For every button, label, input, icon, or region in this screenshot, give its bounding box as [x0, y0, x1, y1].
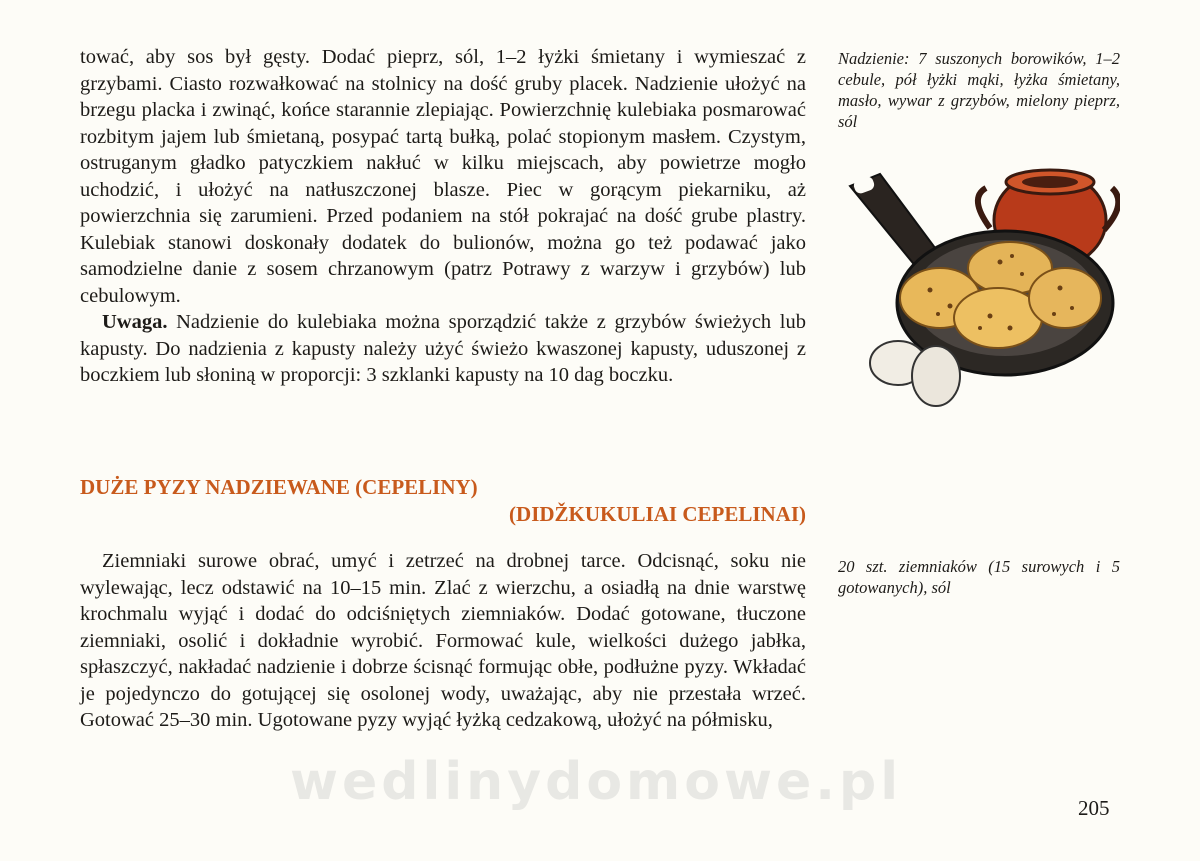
- recipe-paragraph: Ziemniaki surowe obrać, umyć i zetrzeć na drobnej tarce. Odcisnąć, soku nie wylewając, lecz odstawić na 10–15 min. Zlać z wierzchu, a osiadłą na dnie warstwę krochmalu wyjąć i dodać do odciśniętych ziemniaków. Dodać gotowane, tłuczone ziemniaki, osolić i dokładnie wyrobić. Formować kule, wielkości dużego jabłka, spłaszczyć, nakładać nadzienie i dobrze ścisnąć formując obłe, podłużne pyzy. Wkładać je pojedynczo do gotującej się osolonej wody, uważając, aby nie przestała wrzeć. Gotować 25–30 min. Ugotowane pyzy wyjąć łyżką cedzakową, ułożyć na półmisku,: [80, 550, 806, 731]
- note-label: Uwaga.: [102, 311, 168, 333]
- kulebiak-ingredients: Nadzienie: 7 suszonych borowików, 1–2 cebule, pół łyżki mąki, łyżka śmietany, masło, wywar z grzybów, mielony pieprz, sól: [838, 49, 1120, 131]
- recipe-title-polish: DUŻE PYZY NADZIEWANE (CEPELINY): [80, 475, 478, 499]
- pan-with-pancakes-illustration: [840, 158, 1120, 413]
- recipe-title: [80, 474, 806, 528]
- page-number: 205: [1078, 796, 1110, 820]
- note-text: Nadzienie do kulebiaka można sporządzić także z grzybów świeżych lub kapusty. Do nadzienia z kapusty należy użyć świeżo kwaszonej kapusty, uduszonej z boczkiem lub słoniną w proporcji: 3 szklanki kapusty na 10 dag boczku.: [80, 311, 806, 386]
- kulebiak-paragraph: tować, aby sos był gęsty. Dodać pieprz, sól, 1–2 łyżki śmietany i wymieszać z grzybami. Ciasto rozwałkować na stolnicy na dość gruby placek. Nadzienie ułożyć na brzegu placka i zwinąć, końce starannie zlepiając. Powierzchnię kulebiaka posmarować rozbitym jajem lub śmietaną, posypać tartą bułką, polać stopionym masłem. Czystym, ostruganym gładko patyczkiem nakłuć w kilku miejscach, aby powietrze mogło uchodzić, i ułożyć na natłuszczonej blasze. Piec w gorącym piekarniku, aż powierzchnia się zarumieni. Przed podaniem na stół pokrajać na dość grube plastry. Kulebiak stanowi doskonały dodatek do bulionów, można go też podawać jako samodzielne danie z sosem chrzanowym (patrz Potrawy z warzyw i grzybów) lub cebulowym.: [80, 46, 806, 307]
- recipe-title-lithuanian: (DIDŽKUKULIAI CEPELINAI): [509, 502, 806, 526]
- recipe-ingredients: 20 szt. ziemniaków (15 surowych i 5 gotowanych), sól: [838, 557, 1120, 597]
- watermark: wedlinydomowe.pl: [290, 752, 903, 812]
- kulebiak-text: [80, 44, 806, 389]
- note-paragraph: [80, 309, 806, 389]
- recipe-text: [80, 548, 806, 734]
